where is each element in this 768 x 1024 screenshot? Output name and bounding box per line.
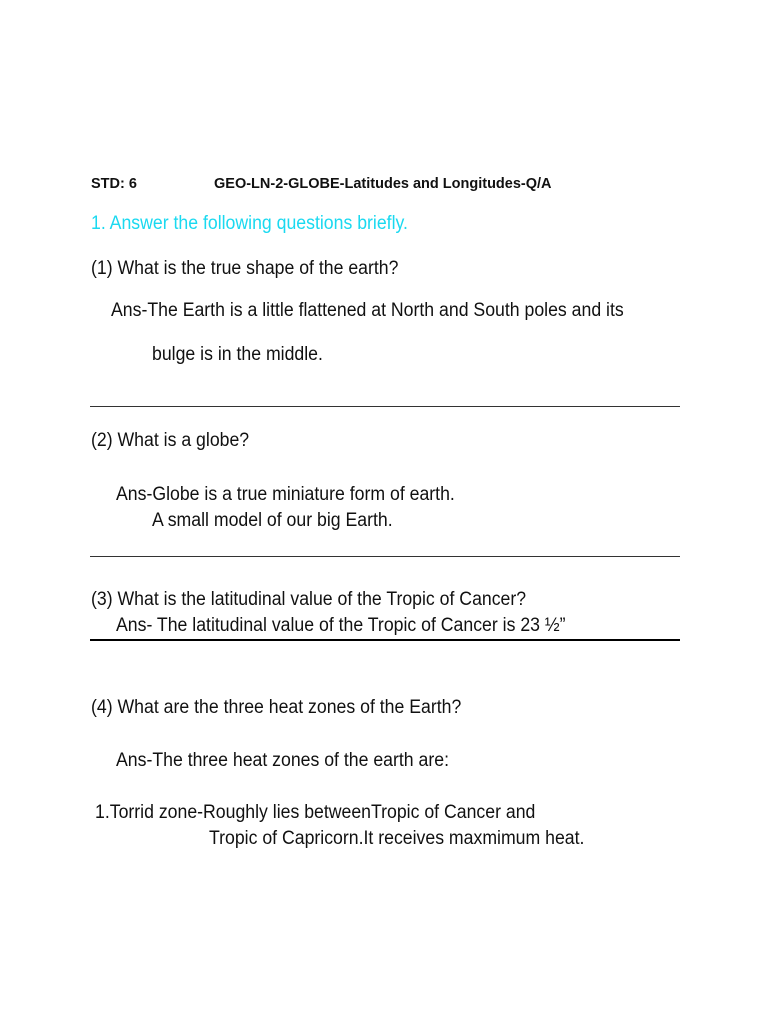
separator-line xyxy=(90,556,680,557)
separator-line xyxy=(90,639,680,641)
document-title: GEO-LN-2-GLOBE-Latitudes and Longitudes-Q/A xyxy=(214,176,552,192)
answer-4-line-3: Tropic of Capricorn.It receives maxmimum heat. xyxy=(209,828,585,849)
separator-line xyxy=(90,406,680,407)
question-1: (1) What is the true shape of the earth? xyxy=(91,258,399,279)
answer-3-line-1: Ans- The latitudinal value of the Tropic of Cancer is 23 ½” xyxy=(116,615,566,636)
answer-4-line-2: 1.Torrid zone-Roughly lies betweenTropic of Cancer and xyxy=(95,802,536,823)
answer-2-line-1: Ans-Globe is a true miniature form of earth. xyxy=(116,484,455,505)
question-4: (4) What are the three heat zones of the Earth? xyxy=(91,697,462,718)
answer-4-line-1: Ans-The three heat zones of the earth are: xyxy=(116,750,449,771)
class-label: STD: 6 xyxy=(91,176,137,192)
answer-1-line-2: bulge is in the middle. xyxy=(152,344,323,365)
answer-1-line-1: Ans-The Earth is a little flattened at North and South poles and its xyxy=(111,300,624,321)
question-2: (2) What is a globe? xyxy=(91,430,250,451)
answer-2-line-2: A small model of our big Earth. xyxy=(152,510,393,531)
instruction-heading: 1. Answer the following questions briefly. xyxy=(91,213,408,234)
question-3: (3) What is the latitudinal value of the Tropic of Cancer? xyxy=(91,589,527,610)
